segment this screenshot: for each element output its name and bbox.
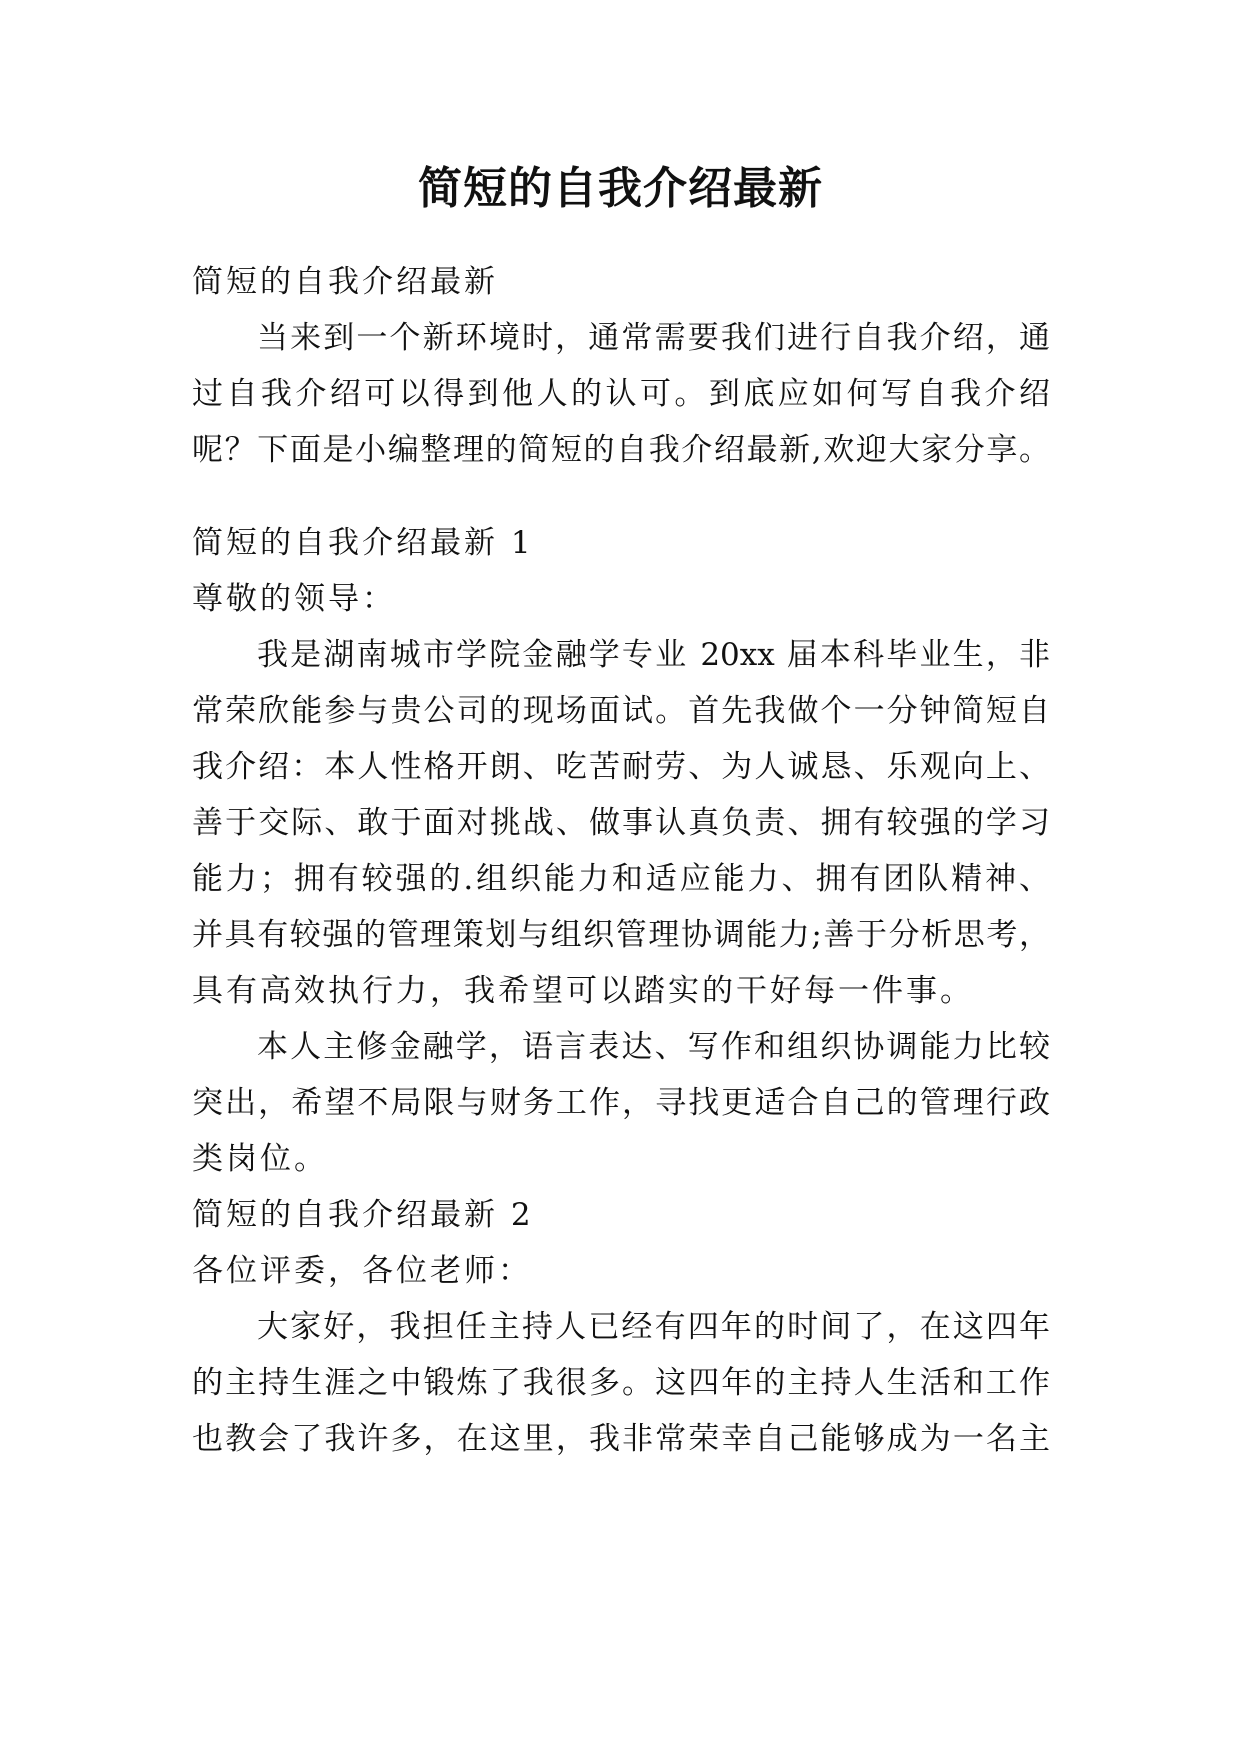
text-line: 能力；拥有较强的.组织能力和适应能力、拥有团队精神、 bbox=[192, 861, 1050, 897]
subtitle-line: 简短的自我介绍最新 bbox=[192, 264, 498, 300]
text-line: 呢？下面是小编整理的简短的自我介绍最新,欢迎大家分享。 bbox=[192, 432, 1050, 468]
text-line: 本人主修金融学，语言表达、写作和组织协调能力比较 bbox=[257, 1029, 1050, 1065]
text-line: 并具有较强的管理策划与组织管理协调能力;善于分析思考， bbox=[192, 917, 1050, 953]
text-line: 过自我介绍可以得到他人的认可。到底应如何写自我介绍 bbox=[192, 376, 1050, 412]
text-line: 当来到一个新环境时，通常需要我们进行自我介绍，通 bbox=[257, 320, 1050, 356]
salutation-1: 尊敬的领导： bbox=[192, 581, 396, 617]
text-line: 类岗位。 bbox=[192, 1141, 328, 1177]
text-line: 的主持生涯之中锻炼了我很多。这四年的主持人生活和工作 bbox=[192, 1365, 1050, 1401]
section-heading-2: 简短的自我介绍最新 2 bbox=[192, 1197, 534, 1233]
text-line: 也教会了我许多，在这里，我非常荣幸自己能够成为一名主 bbox=[192, 1421, 1050, 1457]
text-line: 大家好，我担任主持人已经有四年的时间了，在这四年 bbox=[257, 1309, 1050, 1345]
salutation-2: 各位评委，各位老师： bbox=[192, 1253, 532, 1289]
text-line: 具有高效执行力，我希望可以踏实的干好每一件事。 bbox=[192, 973, 974, 1009]
text-line: 我介绍：本人性格开朗、吃苦耐劳、为人诚恳、乐观向上、 bbox=[192, 749, 1050, 785]
document-title: 简短的自我介绍最新 bbox=[418, 163, 823, 214]
text-line: 突出，希望不局限与财务工作，寻找更适合自己的管理行政 bbox=[192, 1085, 1050, 1121]
text-line: 常荣欣能参与贵公司的现场面试。首先我做个一分钟简短自 bbox=[192, 693, 1050, 729]
text-line: 我是湖南城市学院金融学专业 20xx 届本科毕业生，非 bbox=[257, 637, 1050, 673]
section-heading-1: 简短的自我介绍最新 1 bbox=[192, 525, 534, 561]
text-line: 善于交际、敢于面对挑战、做事认真负责、拥有较强的学习 bbox=[192, 805, 1050, 841]
